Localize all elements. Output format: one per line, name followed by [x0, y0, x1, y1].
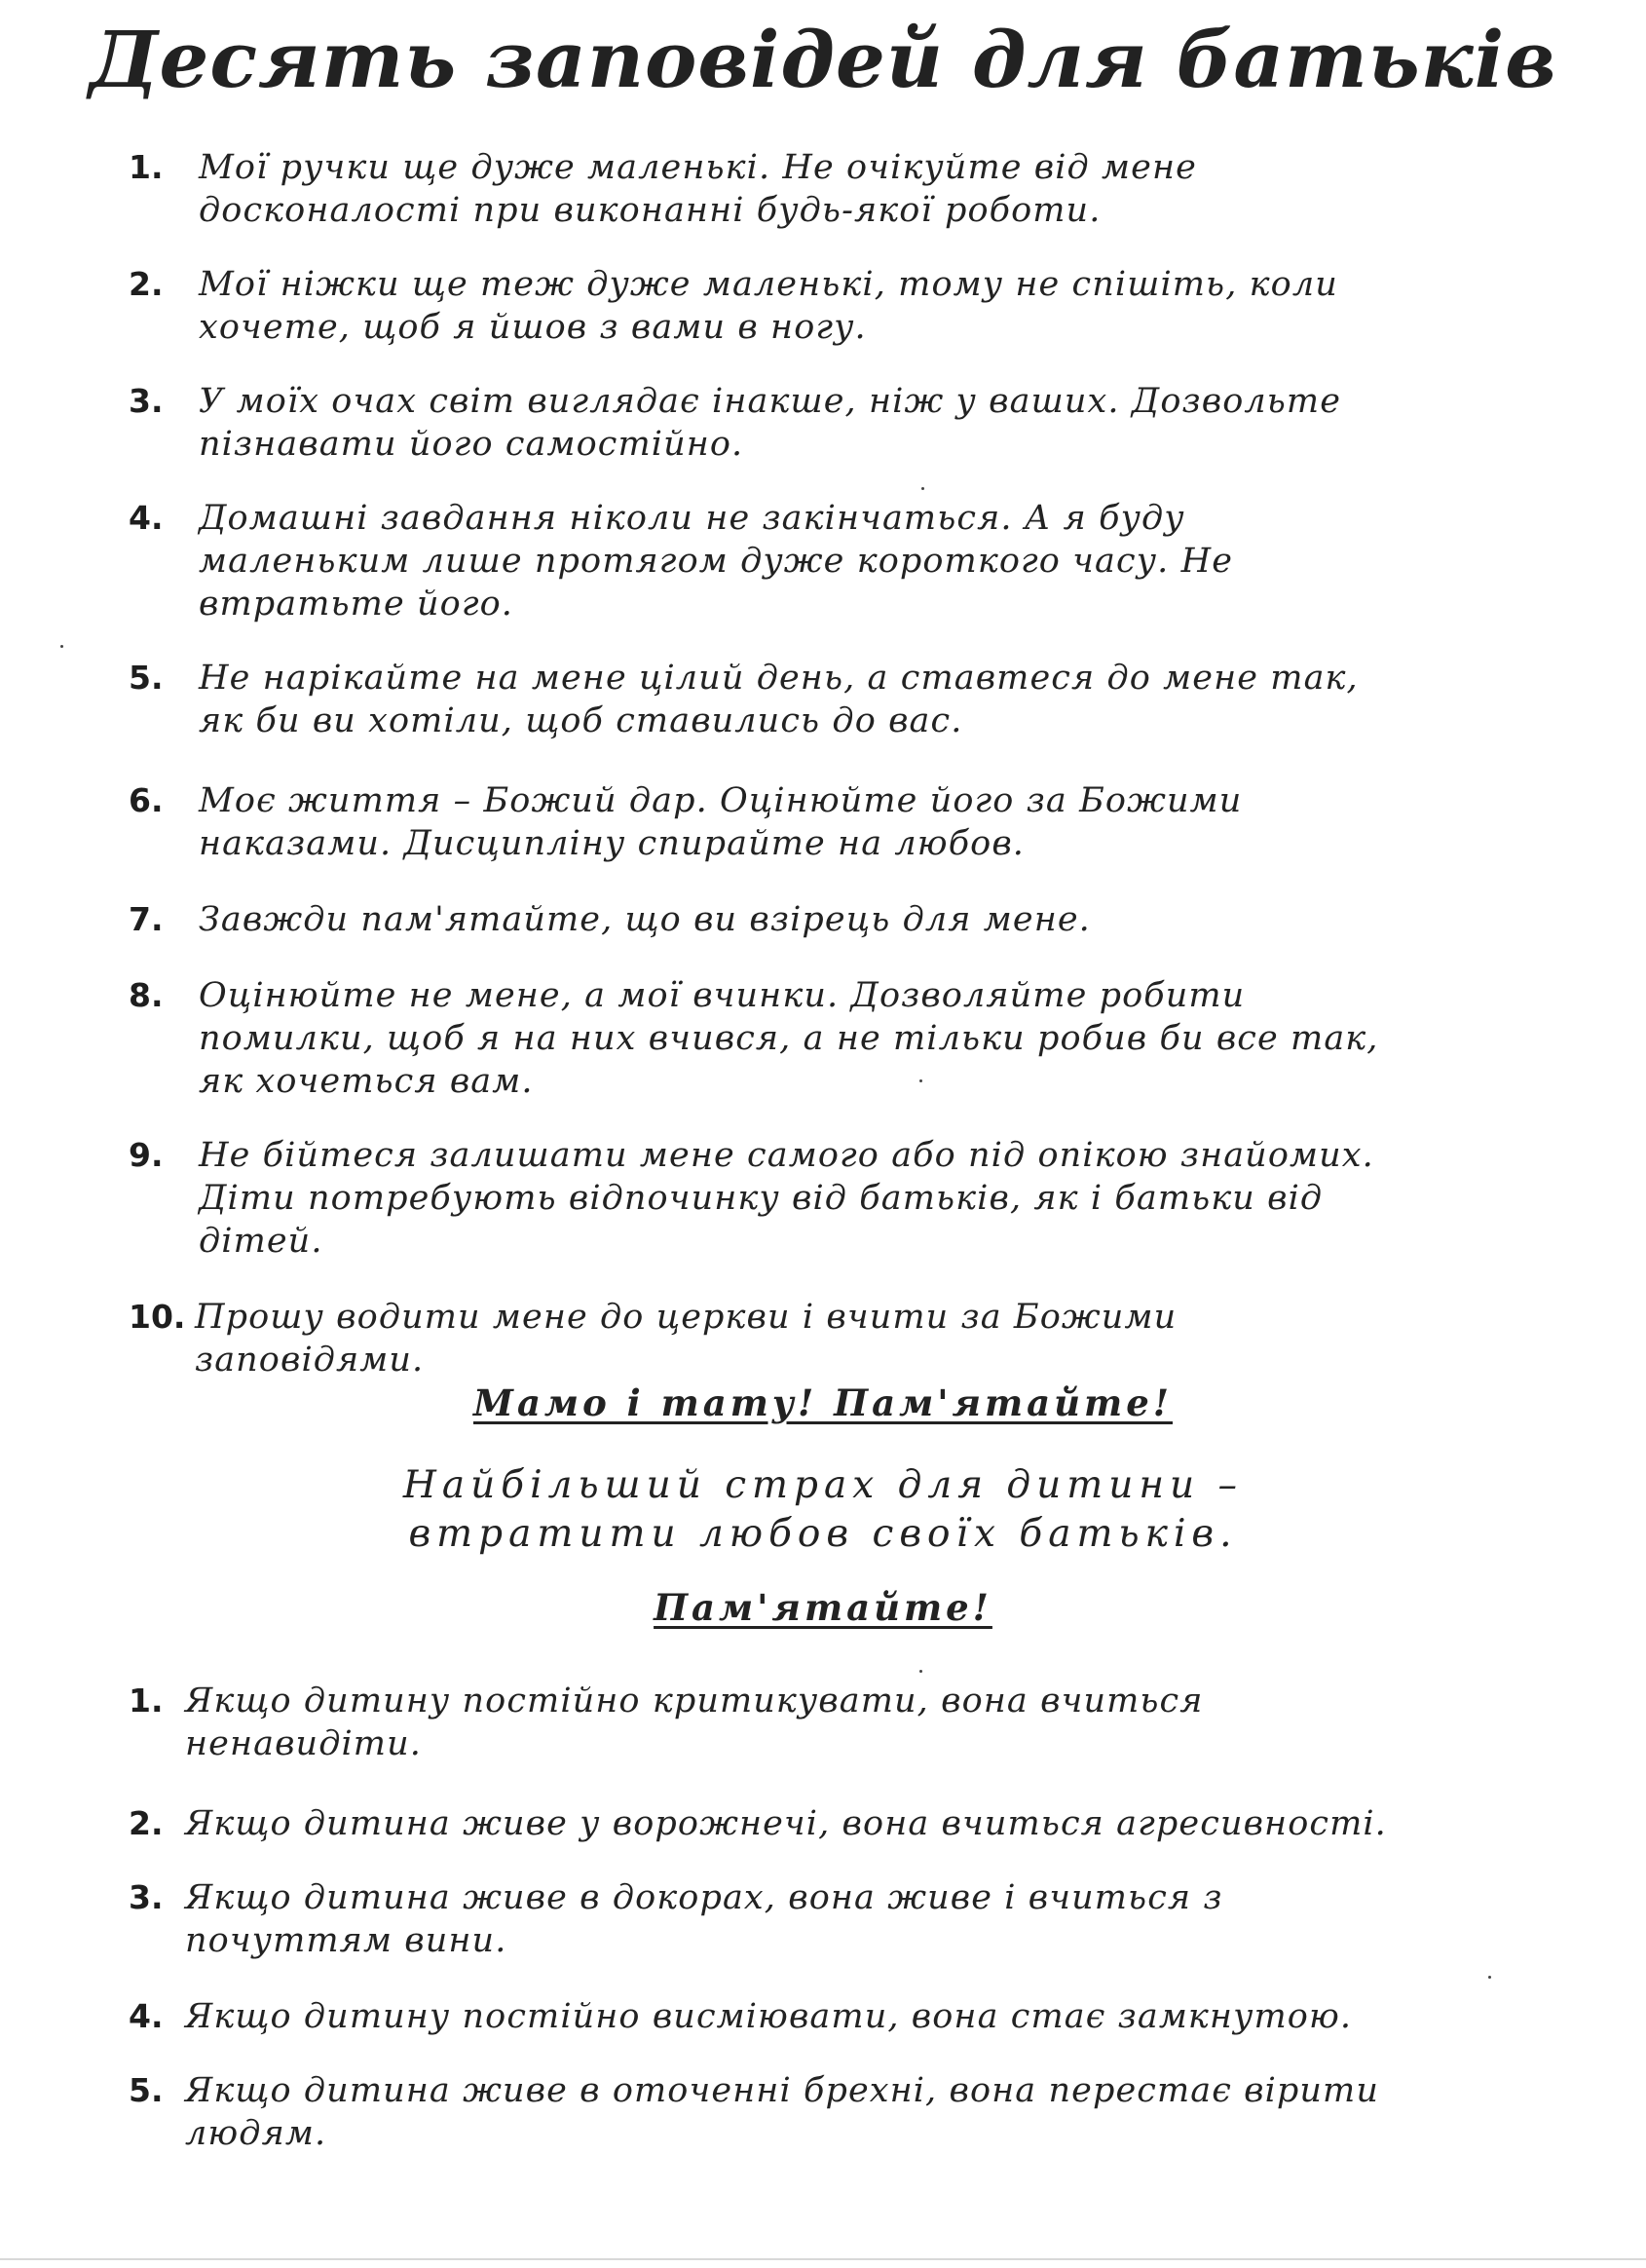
- remember-heading: Пам'ятайте!: [654, 1586, 992, 1629]
- commandment-number: 1.: [129, 148, 164, 186]
- page-title: Десять заповідей для батьків: [89, 14, 1557, 105]
- remember-number: 1.: [129, 1682, 164, 1720]
- commandment-number: 9.: [129, 1136, 164, 1174]
- commandment-number: 2.: [129, 265, 164, 303]
- commandment-text: Завжди пам'ятайте, що ви взірець для мене.: [199, 900, 1091, 939]
- scan-speck: [60, 645, 63, 648]
- commandment-number: 5.: [129, 659, 164, 697]
- commandment-text: Моє життя – Божий дар. Оцінюйте його за Божими наказами. Дисципліну спирайте на любов.: [199, 781, 1243, 863]
- scan-speck: [1488, 1976, 1491, 1979]
- remember-text: Якщо дитину постійно критикувати, вона вчиться ненавидіти.: [185, 1682, 1204, 1763]
- commandment-number: 6.: [129, 781, 164, 819]
- commandment-number: 3.: [129, 382, 164, 420]
- remember-text: Якщо дитина живе в оточенні брехні, вона перестає вірити людям.: [185, 2071, 1379, 2153]
- remember-text: Якщо дитина живе в докорах, вона живе і вчиться з почуттям вини.: [185, 1878, 1223, 1960]
- remember-number: 2.: [129, 1804, 164, 1842]
- commandment-text: Оцінюйте не мене, а мої вчинки. Дозволяйте робити помилки, щоб я на них вчився, а не тільки робив би все так, як хочеться вам.: [199, 976, 1379, 1101]
- parents-heading: Мамо і тату! Пам'ятайте!: [473, 1381, 1173, 1424]
- commandment-text: Не бійтеся залишати мене самого або під опікою знайомих. Діти потребують відпочинку від батьків, як і батьки від дітей.: [199, 1136, 1374, 1261]
- remember-text: Якщо дитину постійно висміювати, вона стає замкнутою.: [185, 1997, 1353, 2036]
- remember-number: 5.: [129, 2071, 164, 2109]
- scan-edge: [0, 2258, 1646, 2260]
- commandment-number: 8.: [129, 976, 164, 1014]
- scan-speck: [921, 487, 924, 490]
- commandment-text: Мої ручки ще дуже маленькі. Не очікуйте від мене досконалості при виконанні будь-якої роботи.: [199, 148, 1197, 230]
- commandment-text: Не нарікайте на мене цілий день, а ставтеся до мене так, як би ви хотіли, щоб ставились до вас.: [199, 659, 1359, 740]
- commandment-text: Мої ніжки ще теж дуже маленькі, тому не спішіть, коли хочете, щоб я йшов з вами в ногу.: [199, 265, 1338, 347]
- commandment-number: 4.: [129, 499, 164, 537]
- remember-text: Якщо дитина живе у ворожнечі, вона вчиться агресивності.: [185, 1804, 1387, 1843]
- commandment-number: 7.: [129, 900, 164, 938]
- commandment-text: У моїх очах світ виглядає інакше, ніж у ваших. Дозвольте пізнавати його самостійно.: [199, 382, 1342, 464]
- remember-number: 3.: [129, 1878, 164, 1916]
- commandment-number: 10.: [129, 1298, 186, 1336]
- scan-speck: [919, 1079, 922, 1082]
- scan-speck: [919, 1670, 922, 1673]
- center-quote: Найбільший страх для дитини – втратити любов своїх батьків.: [402, 1463, 1244, 1556]
- commandment-text: Прошу водити мене до церкви і вчити за Божими заповідями.: [195, 1298, 1178, 1380]
- remember-number: 4.: [129, 1997, 164, 2035]
- commandment-text: Домашні завдання ніколи не закінчаться. А я буду маленьким лише протягом дуже короткого часу. Не втратьте його.: [199, 499, 1234, 624]
